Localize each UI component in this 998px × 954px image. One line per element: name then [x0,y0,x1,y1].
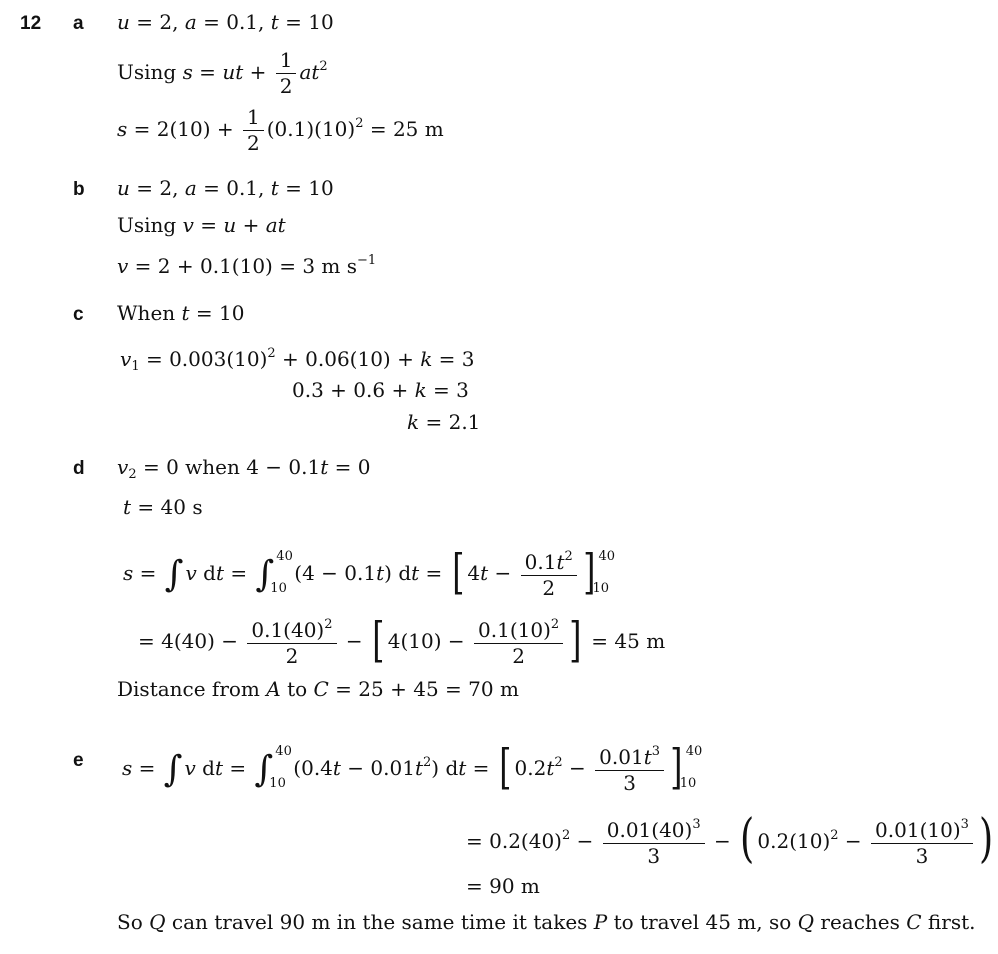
part-d-label: d [73,458,85,479]
part-d-line1: $v_2 = 0$ when 4 − 0.1t = 0 [117,455,371,482]
part-c-line1: $v_1 = 0.003(10)^2 + 0.06(10) + k = 3$ [120,346,475,374]
part-a-working: s = 2(10) + $\frac{1}{2}$ $(0.1)(10)^2 = 25$ m [117,105,444,155]
part-d-line2: t = 40 s [123,495,203,519]
part-d-distance: Distance from A to C = 25 + 45 = 70 m [117,677,519,701]
part-c-line3: k = 2.1 [407,410,481,434]
part-d-evaluation: = 4(40) − $\frac{0.1(40)^2}{2}$ − [ 4(10) − $\frac{0.1(10)^2}{2}$ ] = 45 m [138,612,666,668]
part-e-conclusion: So Q can travel 90 m in the same time it takes P to travel 45 m, so Q reaches C first. [117,910,976,934]
part-c-intro: When t = 10 [117,301,245,325]
part-c-line2: 0.3 + 0.6 + k = 3 [292,378,469,402]
part-a-label: a [73,13,84,34]
part-a-using-word: Using [117,60,177,84]
part-d-result: = 45 m [591,629,666,653]
part-e-integral: s = ∫ v dt = ∫ 40 10 $(0.4t - 0.01t^2)$ dt = [ $0.2t^2$ − $\frac{0.01t^3}{3}$ ] 40 10 [122,739,703,795]
part-b-result: v = 2 + 0.1(10) = 3 m $s^{-1}$ [117,253,377,278]
part-a-result: = 25 m [369,117,444,141]
part-e-evaluation: = $0.2(40)^2$ − $\frac{0.01(40)^3}{3}$ − ( $0.2(10)^2$ − $\frac{0.01(10)^3}{3}$ ) [466,809,994,869]
part-e-result: = 90 m [466,874,540,898]
part-e-label: e [73,750,84,771]
half-fraction: $\frac{1}{2}$ [276,50,297,97]
part-c-label: c [73,304,84,325]
part-b-using: Using v = u + at [117,213,286,237]
part-d-integral: s = ∫ v dt = ∫ 40 10 (4 − 0.1t) dt = [ 4t − $\frac{0.1t^2}{2}$ ] 40 10 [123,544,616,600]
part-b-label: b [73,179,85,200]
question-number: 12 [20,13,42,34]
part-b-given: u = 2, a = 0.1, t = 10 [117,176,334,200]
part-a-formula: Using s = ut + $\frac{1}{2}$ $at^2$ [117,48,328,98]
part-a-given: u = 2, a = 0.1, t = 10 [117,10,334,34]
